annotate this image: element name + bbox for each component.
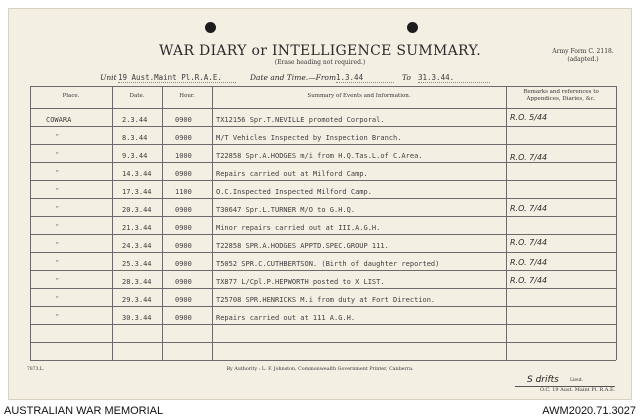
row-place-ditto: " — [56, 278, 59, 285]
row-date: 21.3.44 — [122, 224, 152, 232]
row-remark: R.O. 7/44 — [510, 238, 548, 247]
row-summary: Minor repairs carried out at III.A.G.H. — [216, 224, 381, 232]
column-header-remarks: Remarks and references to Appendices, Diaries, &c. — [523, 89, 599, 102]
signature-unit: O.C. 19 Aust. Maint Pl. R.A.E. — [540, 387, 616, 393]
row-place: COWARA — [46, 116, 72, 124]
table-row-rule — [30, 126, 616, 127]
row-date: 28.3.44 — [122, 278, 152, 286]
row-remark: R.O. 7/44 — [510, 276, 548, 285]
table-row-rule — [30, 198, 616, 199]
row-place-ditto: " — [56, 260, 59, 267]
form-subtitle: (Erase heading not required.) — [274, 59, 366, 66]
row-remark: R.O. 7/44 — [510, 258, 548, 267]
table-row-rule — [30, 144, 616, 145]
table-column-divider — [112, 86, 113, 360]
column-header-hour: Hour. — [179, 93, 195, 99]
punch-hole-left — [205, 22, 216, 33]
row-hour: 0900 — [175, 224, 192, 232]
table-row-rule — [30, 252, 616, 253]
row-hour: 0900 — [175, 242, 192, 250]
row-place-ditto: " — [56, 206, 59, 213]
row-summary: T30647 Spr.L.TURNER M/O to G.H.Q. — [216, 206, 356, 214]
army-form-number — [548, 48, 618, 64]
unit-value: 19 Aust.Maint Pl.R.A.E. — [118, 73, 236, 83]
row-summary: TX12156 Spr.T.NEVILLE promoted Corporal. — [216, 116, 385, 124]
row-summary: Repairs carried out at Milford Camp. — [216, 170, 368, 178]
row-date: 30.3.44 — [122, 314, 152, 322]
row-hour: 0900 — [175, 134, 192, 142]
table-row-rule — [30, 324, 616, 325]
table-left-border — [30, 86, 31, 360]
row-summary: M/T Vehicles Inspected by Inspection Branch. — [216, 134, 402, 142]
row-hour: 0900 — [175, 296, 192, 304]
row-place-ditto: " — [56, 242, 59, 249]
row-hour: 1100 — [175, 188, 192, 196]
row-date: 29.3.44 — [122, 296, 152, 304]
row-date: 25.3.44 — [122, 260, 152, 268]
row-date: 17.3.44 — [122, 188, 152, 196]
table-row-rule — [30, 162, 616, 163]
row-hour: 1000 — [175, 152, 192, 160]
row-date: 14.3.44 — [122, 170, 152, 178]
signature-rank: Lieut. — [570, 378, 584, 383]
army-form-note: (adapted.) — [567, 56, 599, 63]
table-column-divider — [162, 86, 163, 360]
form-title: WAR DIARY or INTELLIGENCE SUMMARY. — [159, 43, 481, 59]
row-date: 8.3.44 — [122, 134, 148, 142]
row-date: 2.3.44 — [122, 116, 148, 124]
signature: S drifts — [527, 375, 559, 385]
table-row-rule — [30, 270, 616, 271]
table-row-rule — [30, 180, 616, 181]
table-row-rule — [30, 360, 616, 361]
row-place-ditto: " — [56, 170, 59, 177]
row-summary: TX877 L/Cpl.P.HEPWORTH posted to X LIST. — [216, 278, 385, 286]
row-hour: 0900 — [175, 278, 192, 286]
row-hour: 0900 — [175, 314, 192, 322]
row-place-ditto: " — [56, 152, 59, 159]
row-date: 9.3.44 — [122, 152, 148, 160]
column-header-place: Place. — [62, 93, 80, 99]
table-column-divider — [506, 86, 507, 360]
form-code: 7873.L. — [27, 367, 45, 372]
table-row-rule — [30, 342, 616, 343]
table-row-rule — [30, 234, 616, 235]
army-form-label: Army Form C. 2118. — [552, 48, 614, 55]
row-summary: Repairs carried out at 111 A.G.H. — [216, 314, 356, 322]
caption-source: AUSTRALIAN WAR MEMORIAL — [4, 405, 164, 417]
punch-hole-right — [407, 22, 418, 33]
row-place-ditto: " — [56, 188, 59, 195]
row-remark: R.O. 5/44 — [510, 113, 548, 122]
row-place-ditto: " — [56, 134, 59, 141]
row-date: 20.3.44 — [122, 206, 152, 214]
row-hour: 0900 — [175, 260, 192, 268]
date-to-label: To — [402, 73, 411, 82]
unit-label: Unit — [100, 73, 117, 82]
row-date: 24.3.44 — [122, 242, 152, 250]
row-place-ditto: " — [56, 314, 59, 321]
table-top-rule — [30, 86, 616, 87]
row-summary: T22858 Spr.A.HODGES m/i from H.Q.Tas.L.of C.Area. — [216, 152, 423, 160]
row-summary: O.C.Inspected Inspected Milford Camp. — [216, 188, 372, 196]
row-hour: 0900 — [175, 206, 192, 214]
table-column-divider — [212, 86, 213, 360]
table-header-rule — [30, 108, 616, 109]
row-summary: T25708 SPR.HENRICKS M.i from duty at Fort Direction. — [216, 296, 436, 304]
date-from-value: 1.3.44 — [336, 73, 394, 83]
table-row-rule — [30, 288, 616, 289]
row-remark: R.O. 7/44 — [510, 153, 548, 162]
column-header-summary: Summary of Events and Information. — [307, 93, 411, 99]
table-row-rule — [30, 216, 616, 217]
row-hour: 0900 — [175, 170, 192, 178]
table-right-border — [616, 86, 617, 360]
row-summary: T22858 SPR.A.HODGES APPTD.SPEC.GROUP 111. — [216, 242, 389, 250]
column-header-date: Date. — [129, 93, 145, 99]
row-place-ditto: " — [56, 296, 59, 303]
row-hour: 0900 — [175, 116, 192, 124]
row-summary: T5052 SPR.C.CUTHBERTSON. (Birth of daughter reported) — [216, 260, 440, 268]
date-range-label: Date and Time.—From — [250, 73, 337, 82]
row-remark: R.O. 7/44 — [510, 204, 548, 213]
caption-accession: AWM2020.71.3027 — [542, 405, 636, 417]
table-row-rule — [30, 306, 616, 307]
date-to-value: 31.3.44. — [418, 73, 490, 83]
printer-authority: By Authority : L. F. Johnston, Commonwealth Government Printer, Canberra. — [226, 367, 414, 372]
row-place-ditto: " — [56, 224, 59, 231]
